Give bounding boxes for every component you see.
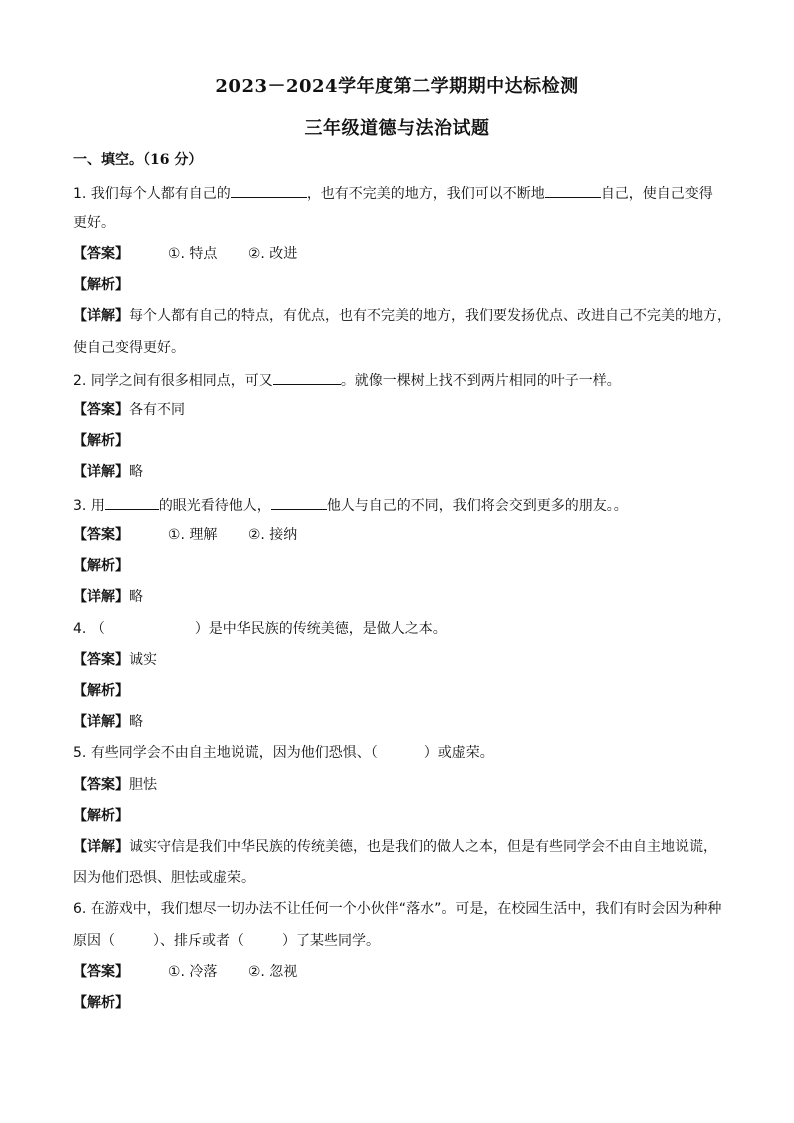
detail-label: 【详解】 <box>73 714 129 730</box>
exam-title: 2023－2024学年度第二学期期中达标检测 <box>215 76 579 97</box>
detail-row <box>73 308 731 324</box>
question-number: 3. <box>73 498 87 514</box>
question-number: 4. <box>73 621 87 637</box>
question-text: ）是中华民族的传统美德，是做人之本。 <box>194 621 447 637</box>
answer-row <box>73 652 157 668</box>
detail-label: 【详解】 <box>73 464 129 480</box>
detail-row <box>73 714 143 730</box>
answer-blank <box>231 184 307 198</box>
question-text: ，也有不完美的地方，我们可以不断地 <box>306 186 545 202</box>
detail-label: 【详解】 <box>73 839 129 855</box>
question-4 <box>73 621 447 637</box>
answer-row <box>73 964 323 980</box>
question-text: 他人与自己的不同，我们将会交到更多的朋友。。 <box>326 498 628 514</box>
analysis-label: 【解析】 <box>73 808 129 824</box>
answer-item: ②. 改进 <box>247 246 298 262</box>
question-6-continued <box>73 933 380 949</box>
section-heading: 一、填空。（16 分） <box>73 152 203 168</box>
answer-blank <box>545 184 601 198</box>
analysis-label: 【解析】 <box>73 433 129 449</box>
question-text: ）、排斥或者（ <box>153 933 244 949</box>
question-number: 2. <box>73 373 87 389</box>
question-text: 。就像一棵树上找不到两片相同的叶子一样。 <box>340 373 621 389</box>
answer-label: 【答案】 <box>73 402 129 418</box>
question-6 <box>73 901 721 917</box>
detail-text: 略 <box>129 589 143 605</box>
detail-text: 略 <box>129 464 143 480</box>
answer-blank <box>105 496 159 510</box>
question-text: ）或虚荣。 <box>423 745 494 761</box>
answer-row <box>73 527 323 543</box>
analysis-label: 【解析】 <box>73 683 129 699</box>
detail-text-continued: 因为他们恐惧、胆怯或虚荣。 <box>73 870 255 886</box>
analysis-label: 【解析】 <box>73 558 129 574</box>
detail-row <box>73 464 143 480</box>
question-number: 1. <box>73 186 87 202</box>
answer-item: ②. 忽视 <box>247 964 298 980</box>
answer-item: ①. 理解 <box>167 527 218 543</box>
exam-subtitle: 三年级道德与法治试题 <box>304 118 490 139</box>
question-text: 我们每个人都有自己的 <box>90 186 231 202</box>
answer-text: 胆怯 <box>129 777 157 793</box>
question-number: 6. <box>73 901 87 917</box>
answer-text: 诚实 <box>129 652 157 668</box>
question-2 <box>73 371 621 389</box>
question-1 <box>73 184 713 202</box>
answer-row <box>73 402 185 418</box>
detail-label: 【详解】 <box>73 308 129 324</box>
answer-item: ②. 接纳 <box>247 527 298 543</box>
answer-blank <box>273 371 341 385</box>
answer-text: 各有不同 <box>129 402 185 418</box>
answer-label: 【答案】 <box>73 777 129 793</box>
question-text: 原因（ <box>73 933 115 949</box>
question-text: 同学之间有很多相同点，可又 <box>90 373 273 389</box>
detail-text: 略 <box>129 714 143 730</box>
answer-row <box>73 777 157 793</box>
detail-text: 诚实守信是我们中华民族的传统美德，也是我们的做人之本，但是有些同学会不由自主地说谎， <box>129 839 717 855</box>
answer-item: ①. 冷落 <box>167 964 218 980</box>
question-text: 在游戏中，我们想尽一切办法不让任何一个小伙伴“落水”。可是，在校园生活中，我们有时会因为种种 <box>90 901 722 917</box>
detail-text: 每个人都有自己的特点，有优点，也有不完美的地方，我们要发扬优点、改进自己不完美的地方， <box>129 308 731 324</box>
question-text: ）了某些同学。 <box>282 933 380 949</box>
answer-label: 【答案】 <box>73 527 129 543</box>
analysis-label: 【解析】 <box>73 277 129 293</box>
answer-label: 【答案】 <box>73 964 129 980</box>
answer-row <box>73 246 323 262</box>
analysis-label: 【解析】 <box>73 995 129 1011</box>
question-text: 的眼光看待他人， <box>158 498 271 514</box>
answer-item: ①. 特点 <box>167 246 218 262</box>
detail-text-continued: 使自己变得更好。 <box>73 340 185 356</box>
answer-label: 【答案】 <box>73 246 129 262</box>
answer-label: 【答案】 <box>73 652 129 668</box>
detail-row <box>73 839 717 855</box>
question-text: 有些同学会不由自主地说谎，因为他们恐惧、（ <box>90 745 378 761</box>
question-1-continued: 更好。 <box>73 215 115 231</box>
question-text: 用 <box>90 498 105 514</box>
question-text: （ <box>90 621 105 637</box>
question-5 <box>73 745 494 761</box>
detail-row <box>73 589 143 605</box>
question-number: 5. <box>73 745 87 761</box>
detail-label: 【详解】 <box>73 589 129 605</box>
answer-blank <box>271 496 327 510</box>
question-3 <box>73 496 628 514</box>
question-text: 自己，使自己变得 <box>600 186 713 202</box>
